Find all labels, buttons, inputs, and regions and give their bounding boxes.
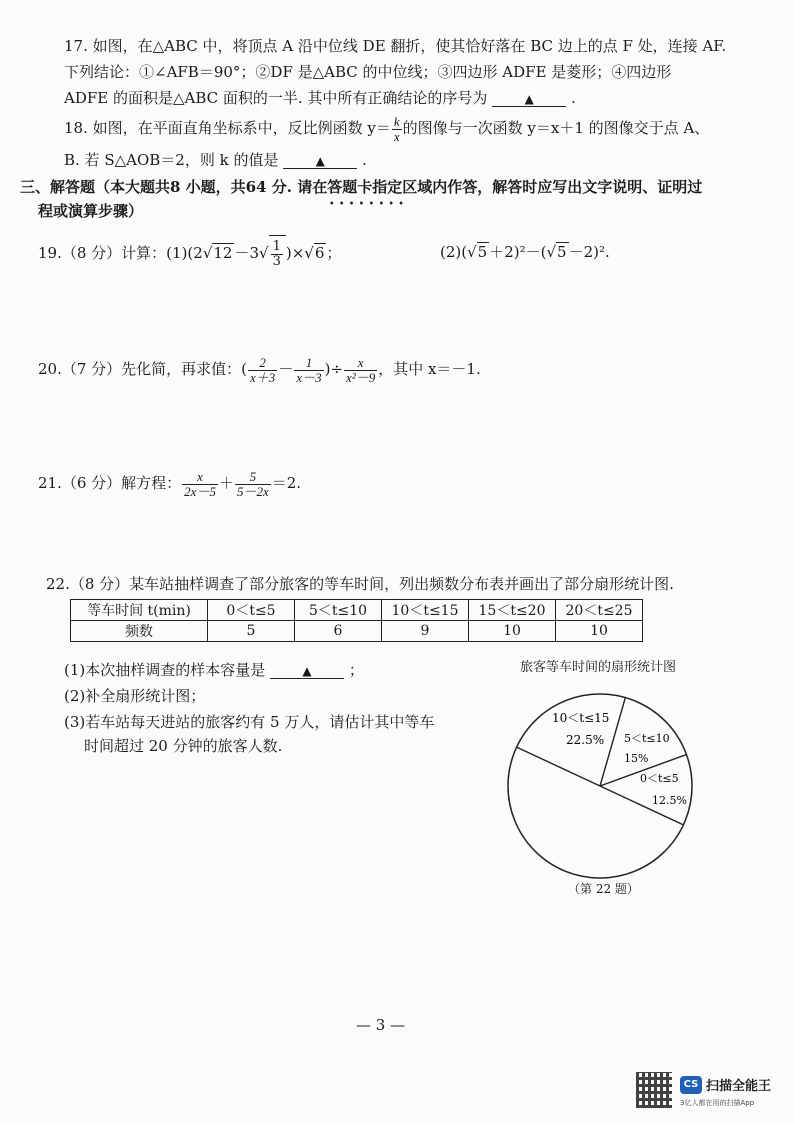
q19-sqrt-frac <box>269 235 286 270</box>
pie-slice-boundary <box>517 747 600 786</box>
q22-sub3-line1: (3)若车站每天进站的旅客约有 5 万人，请估计其中等车 <box>64 713 435 731</box>
q19-part2-c: －2)². <box>568 243 610 261</box>
q17-line3-end: . <box>571 89 576 107</box>
table-header-cell: 0＜t≤5 <box>208 600 295 621</box>
frequency-table-header-row <box>71 600 643 621</box>
scanner-app-name: 扫描全能王 <box>706 1079 772 1094</box>
q20-minus: － <box>278 360 294 378</box>
q18-line1-text: 18. 如图，在平面直角坐标系中，反比例函数 y＝ <box>64 119 391 137</box>
section3-heading <box>20 177 702 197</box>
q18-line2-end: . <box>362 151 367 169</box>
q22-sub2: (2)补全扇形统计图； <box>64 687 206 705</box>
q22-intro: 22.（8 分）某车站抽样调查了部分旅客的等车时间，列出频数分布表并画出了部分扇形统计图. <box>46 575 674 593</box>
q20-suffix: ，其中 x＝－1. <box>378 360 481 378</box>
q21-f2-den: 5－2x <box>236 483 269 499</box>
q19-sqrt5a: 5 <box>477 243 488 261</box>
section3-head-emph: 答题卡指定区域 • • • <box>327 177 432 197</box>
frequency-table <box>70 599 643 642</box>
cs-logo-icon: CS <box>680 1076 702 1094</box>
table-cell: 9 <box>382 621 469 642</box>
table-header-cell: 等车时间 t(min) <box>71 600 208 621</box>
q20-f3-num: x <box>344 356 377 371</box>
q19-prefix: 19.（8 分）计算：(1)(2 <box>38 244 203 262</box>
q20-f2-num: 1 <box>294 356 323 371</box>
q20-frac1 <box>248 356 277 385</box>
slice-percent-10-15: 22.5% <box>566 733 605 747</box>
slice-label-0-5: 0＜t≤5 <box>640 772 679 785</box>
q19-part1: 19.（8 分）计算：(1)(2√12 －3√ $\frac{1}{3}$ )×√6 ； <box>38 235 341 270</box>
q19-frac-den: 3 <box>272 253 281 269</box>
q20-div: )÷ <box>324 360 344 378</box>
table-header-cell: 5＜t≤10 <box>295 600 382 621</box>
q17-line2: 下列结论：①∠AFB＝90°；②DF 是△ABC 的中位线；③四边形 ADFE 是菱形；④四边形 <box>64 63 672 81</box>
q21-f1-num: x <box>182 470 218 485</box>
q20-f3-den: x²－9 <box>346 369 376 385</box>
q22-sub3-line2: 时间超过 20 分钟的旅客人数. <box>84 737 283 755</box>
q21-f2-num: 5 <box>235 470 271 485</box>
q21-frac2 <box>235 470 271 499</box>
page-number: — 3 — <box>356 1016 406 1034</box>
q18-line1 <box>64 113 709 144</box>
table-header-cell: 10＜t≤15 <box>382 600 469 621</box>
table-header-cell: 15＜t≤20 <box>469 600 556 621</box>
q19-part2-a: (2)( <box>440 243 468 261</box>
q20-frac3 <box>344 356 377 385</box>
slice-percent-0-5: 12.5% <box>652 794 687 807</box>
pie-chart <box>500 686 700 886</box>
scanner-app-subtitle: 3亿人都在用的扫描App <box>680 1099 755 1107</box>
q17-answer-blank: ▲ <box>492 92 566 107</box>
q19-part2: (2)(√5 ＋2)²－(√5 －2)². <box>440 243 610 261</box>
q22-sub1-text: (1)本次抽样调查的样本容量是 <box>64 661 266 679</box>
q18-frac-num: k <box>393 113 400 129</box>
table-header-cell: 20＜t≤25 <box>556 600 643 621</box>
section3-head-b: 内作答，解答时应写出文字说明、证明过 <box>432 178 703 196</box>
q17-line1: 17. 如图，在△ABC 中，将顶点 A 沿中位线 DE 翻折，使其恰好落在 BC 边上的点 F 处，连接 AF. <box>64 37 727 55</box>
q19-times: )× <box>285 244 305 262</box>
q21-f1-den: 2x－5 <box>184 483 216 499</box>
q20-f1-den: x＋3 <box>250 369 276 385</box>
q20-frac2 <box>294 356 323 385</box>
q20-prefix: 20.（7 分）先化简，再求值：( <box>38 360 248 378</box>
figure-caption: （第 22 题） <box>568 882 639 896</box>
q21 <box>38 466 301 500</box>
frequency-table-row <box>71 621 643 642</box>
q21-plus: ＋ <box>218 474 234 492</box>
qr-code-icon <box>636 1072 672 1108</box>
q18-answer-blank: ▲ <box>283 154 357 169</box>
q20 <box>38 352 481 386</box>
q17-line3 <box>64 88 576 108</box>
q19-frac-num: 1 <box>272 238 281 254</box>
q21-frac1 <box>182 470 218 499</box>
section3-head-a: 三、解答题（本大题共8 小题，共64 分. 请在 <box>20 178 328 196</box>
q19-minus3: －3 <box>234 244 260 262</box>
q22-sub1-end: ； <box>348 661 364 679</box>
q18-line2-text: B. 若 S△AOB＝2，则 k 的值是 <box>64 151 279 169</box>
table-row-label: 频数 <box>71 621 208 642</box>
q20-f2-den: x－3 <box>296 369 322 385</box>
section3-heading-line2: 程或演算步骤） <box>38 202 144 220</box>
slice-label-10-15: 10＜t≤15 <box>552 711 610 725</box>
q20-f1-num: 2 <box>248 356 277 371</box>
slice-label-5-10: 5＜t≤10 <box>624 732 670 745</box>
q19-part2-b: ＋2)²－( <box>489 243 547 261</box>
q19-sqrt5b: 5 <box>557 243 567 261</box>
q18-fraction <box>392 115 402 144</box>
q22-sub1 <box>64 660 364 680</box>
table-cell: 6 <box>295 621 382 642</box>
q21-prefix: 21.（6 分）解方程： <box>38 474 182 492</box>
q19-fraction <box>271 240 283 269</box>
slice-percent-5-10: 15% <box>624 752 649 765</box>
table-cell: 10 <box>556 621 643 642</box>
q19-sqrt6: 6 <box>314 244 325 262</box>
q19-sqrt12: 12 <box>213 244 233 262</box>
q22-answer-blank: ▲ <box>270 664 344 679</box>
q18-frac-den: x <box>393 128 400 144</box>
q17-line3-text: ADFE 的面积是△ABC 面积的一半. 其中所有正确结论的序号为 <box>64 89 488 107</box>
pie-chart-title: 旅客等车时间的扇形统计图 <box>520 660 677 675</box>
q19-semicolon: ； <box>326 244 342 262</box>
q18-line1-rest: 的图像与一次函数 y＝x＋1 的图像交于点 A、 <box>402 119 710 137</box>
table-cell: 10 <box>469 621 556 642</box>
q18-line2 <box>64 150 367 170</box>
table-cell: 5 <box>208 621 295 642</box>
q21-suffix: ＝2. <box>271 474 302 492</box>
